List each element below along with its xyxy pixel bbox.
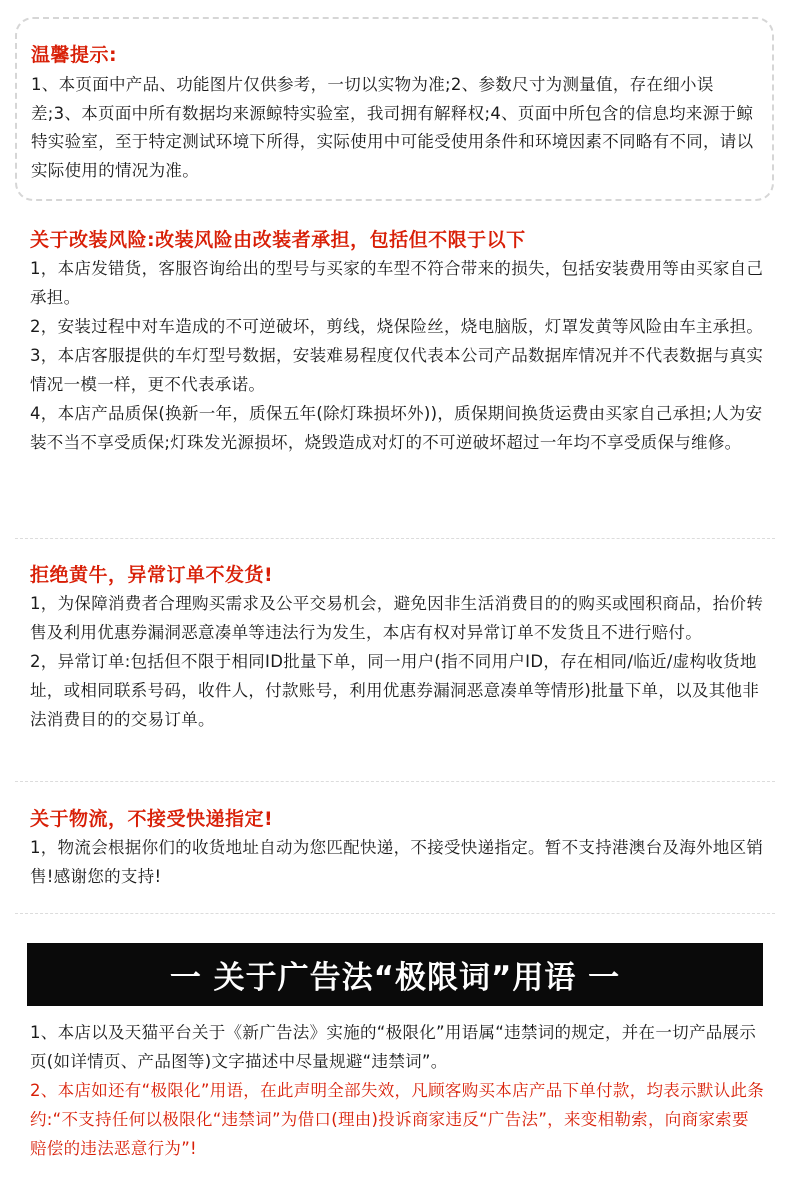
logistics-item-1: 1，物流会根据你们的收货地址自动为您匹配快递，不接受快递指定。暂不支持港澳台及海外地区销售!感谢您的支持! [30, 838, 764, 886]
modification-section [30, 226, 765, 457]
scalpers-item-2: 2，异常订单:包括但不限于相同ID批量下单，同一用户(指不同用户ID，存在相同/临近/虚构收货地址，或相同联系号码，收件人，付款账号，利用优惠券漏洞恶意凑单等情形)批量下单，以及其他非法消费目的的交易订单。 [30, 652, 760, 729]
ad-law-section [30, 1018, 765, 1163]
divider-1 [15, 538, 775, 539]
divider-2 [15, 781, 775, 782]
notice-box [15, 17, 774, 201]
modification-item-4: 4，本店产品质保(换新一年，质保五年(除灯珠损坏外))，质保期间换货运费由买家自己承担;人为安装不当不享受质保;灯珠发光源损坏，烧毁造成对灯的不可逆破坏超过一年均不享受质保与维修。 [30, 404, 763, 452]
logistics-section [30, 805, 765, 891]
ad-law-item-1: 1、本店以及天猫平台关于《新广告法》实施的“极限化”用语属“违禁词的规定，并在一切产品展示页(如详情页、产品图等)文字描述中尽量规避“违禁词”。 [30, 1023, 757, 1071]
ad-law-banner: 一 关于广告法“极限词”用语 一 [27, 943, 763, 1006]
logistics-title: 关于物流，不接受快递指定! [30, 808, 274, 830]
scalpers-section [30, 561, 765, 734]
modification-item-3: 3，本店客服提供的车灯型号数据，安装难易程度仅代表本公司产品数据库情况并不代表数据与真实情况一模一样，更不代表承诺。 [30, 346, 764, 394]
scalpers-title: 拒绝黄牛，异常订单不发货! [30, 564, 274, 586]
divider-3 [15, 913, 775, 914]
modification-title: 关于改装风险:改装风险由改装者承担，包括但不限于以下 [30, 229, 526, 251]
modification-item-2: 2，安装过程中对车造成的不可逆破坏，剪线，烧保险丝，烧电脑版，灯罩发黄等风险由车主承担。 [30, 317, 764, 336]
notice-text: 1、本页面中产品、功能图片仅供参考，一切以实物为准;2、参数尺寸为测量值，存在细小误差;3、本页面中所有数据均来源鲸特实验室，我司拥有解释权;4、页面中所包含的信息均来源于鲸特实验室，至于特定测试环境下所得，实际使用中可能受使用条件和环境因素不同略有不同，请以实际使用的情况为准。 [31, 75, 754, 180]
modification-item-1: 1，本店发错货，客服咨询给出的型号与买家的车型不符合带来的损失，包括安装费用等由买家自己承担。 [30, 259, 764, 307]
ad-law-item-2: 2、本店如还有“极限化”用语，在此声明全部失效，凡顾客购买本店产品下单付款，均表示默认此条约:“不支持任何以极限化“违禁词”为借口(理由)投诉商家违反“广告法”，来变相勒索，向商家索要赔偿的违法恶意行为”! [30, 1081, 765, 1158]
notice-title: 温馨提示: [31, 44, 118, 66]
scalpers-item-1: 1，为保障消费者合理购买需求及公平交易机会，避免因非生活消费目的的购买或囤积商品，抬价转售及利用优惠券漏洞恶意凑单等违法行为发生，本店有权对异常订单不发货且不进行赔付。 [30, 594, 764, 642]
